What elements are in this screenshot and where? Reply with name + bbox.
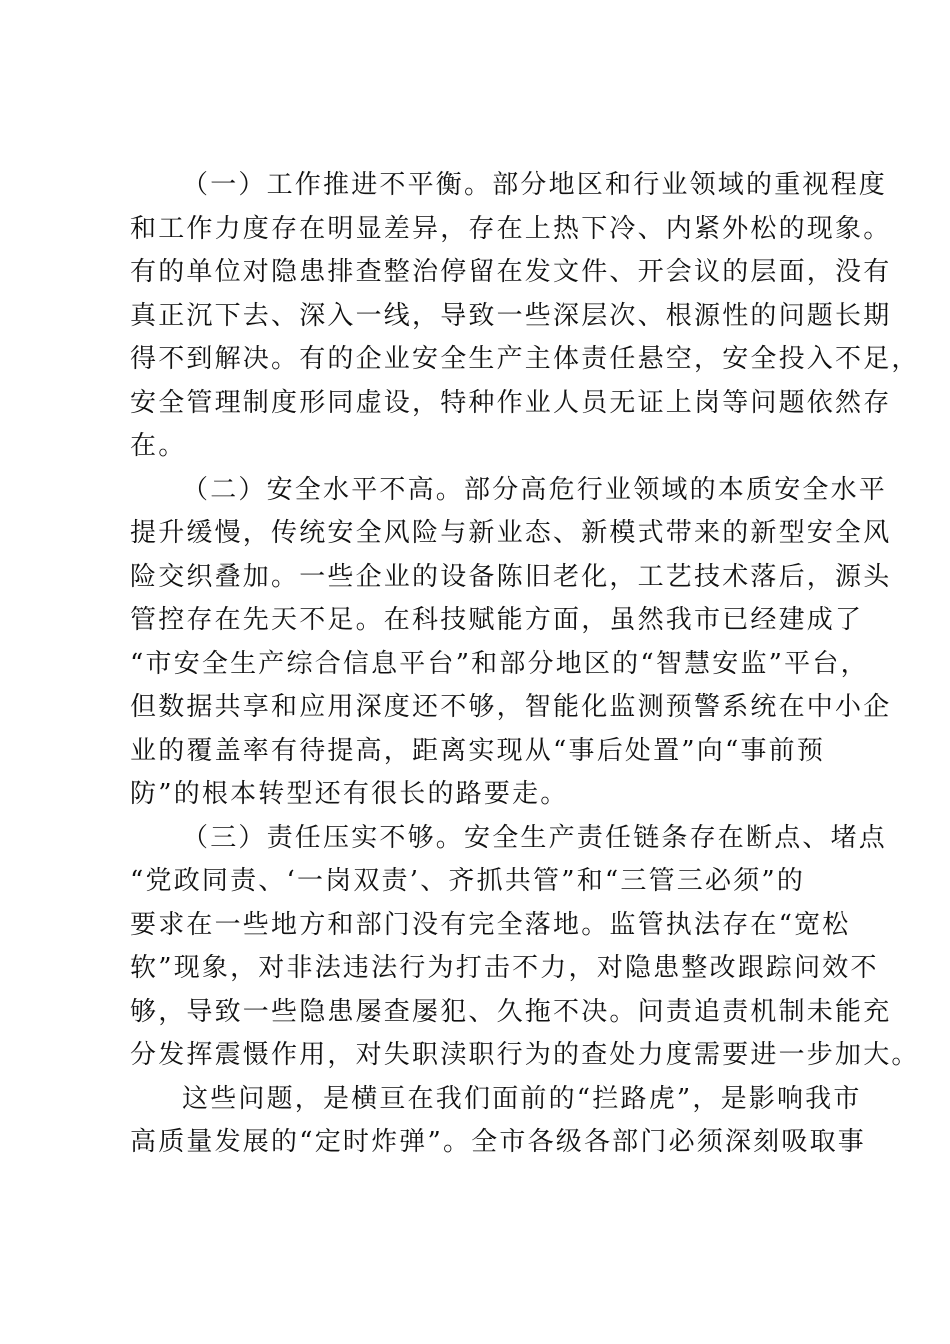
text-line: 但数据共享和应用深度还不够，智能化监测预警系统在中小企 — [130, 692, 892, 722]
text-line: 够，导致一些隐患屡查屡犯、久拖不决。问责追责机制未能充 — [130, 996, 892, 1027]
text-line: 和工作力度存在明显差异，存在上热下冷、内紧外松的现象。 — [130, 213, 892, 244]
paragraph-work-progress — [130, 164, 920, 469]
text-line: 要求在一些地方和部门没有完全落地。监管执法存在“宽松 — [130, 909, 851, 940]
text-line: （三）责任压实不够。安全生产责任链条存在断点、堵点 — [182, 822, 888, 853]
text-line: “党政同责、‘一岗双责’、齐抓共管”和“三管三必须”的 — [130, 866, 806, 896]
text-line: 防”的根本转型还有很长的路要走。 — [130, 779, 569, 809]
text-line: 险交织叠加。一些企业的设备陈旧老化，工艺技术落后，源头 — [130, 561, 892, 592]
text-line: 得不到解决。有的企业安全生产主体责任悬空，安全投入不足， — [130, 344, 920, 374]
text-line: （一）工作推进不平衡。部分地区和行业领域的重视程度 — [182, 170, 888, 200]
text-line: 高质量发展的“定时炸弹”。全市各级各部门必须深刻吸取事 — [130, 1127, 866, 1157]
text-line: 真正沉下去、深入一线，导致一些深层次、根源性的问题长期 — [130, 300, 892, 331]
text-line: 在。 — [130, 431, 187, 461]
text-line: 安全管理制度形同虚设，特种作业人员无证上岗等问题依然存 — [130, 387, 892, 418]
text-line: 有的单位对隐患排查整治停留在发文件、开会议的层面，没有 — [130, 257, 892, 287]
document-body — [130, 164, 920, 1165]
text-line: 管控存在先天不足。在科技赋能方面，虽然我市已经建成了 — [130, 605, 864, 635]
paragraph-conclusion — [130, 1078, 866, 1165]
text-line: 分发挥震慑作用，对失职渎职行为的查处力度需要进一步加大。 — [130, 1040, 920, 1070]
text-line: 这些问题，是横亘在我们面前的“拦路虎”，是影响我市 — [182, 1083, 862, 1114]
text-line: 软”现象，对非法违法行为打击不力，对隐患整改跟踪问效不 — [130, 953, 879, 983]
paragraph-responsibility — [130, 817, 920, 1078]
text-line: “市安全生产综合信息平台”和部分地区的“智慧安监”平台， — [130, 648, 869, 679]
text-line: 提升缓慢，传统安全风险与新业态、新模式带来的新型安全风 — [130, 518, 892, 548]
text-line: （二）安全水平不高。部分高危行业领域的本质安全水平 — [182, 474, 888, 505]
text-line: 业的覆盖率有待提高，距离实现从“事后处置”向“事前预 — [130, 735, 826, 766]
paragraph-safety-level — [130, 469, 892, 817]
